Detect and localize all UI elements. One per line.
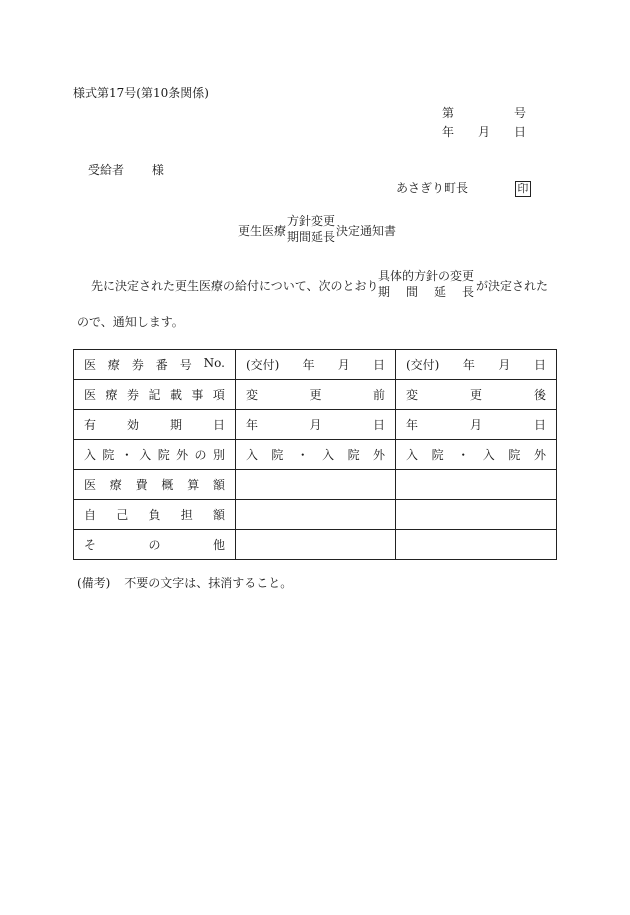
cell-glyph: 効 [126,418,139,432]
cell-text [84,476,225,493]
cell-glyph: 外 [176,448,189,462]
cell-text [246,416,385,433]
cell-glyph: 日 [372,358,385,372]
after-cell [396,380,557,410]
before-cell [236,410,396,440]
table-row [74,350,557,380]
cell-glyph: 券 [126,388,139,402]
form-number: 様式第17号(第10条関係) [73,86,209,100]
issuer-name: あさぎり町長 [396,181,469,195]
cell-glyph: 己 [116,508,129,522]
cell-glyph: 入 [246,448,259,462]
before-cell [236,530,396,560]
body-option-top: 具体的方針の変更 [378,269,475,283]
before-cell [236,440,396,470]
cell-glyph: 療 [109,478,122,492]
table-row [74,410,557,440]
after-cell [396,470,557,500]
cell-glyph: 入 [84,448,97,462]
cell-glyph: (交付) [246,358,280,372]
cell-glyph: 入 [322,448,335,462]
issuer-line [396,179,531,197]
cell-glyph: 変 [246,388,259,402]
after-cell [396,350,557,380]
cell-glyph: 日 [533,358,546,372]
body-option-bottom: 期 間 延 長 [378,285,474,299]
cell-glyph: 有 [84,418,97,432]
cell-glyph: 日 [372,418,385,432]
cell-text [246,446,385,463]
cell-glyph: 療 [107,358,120,372]
cell-text [84,506,225,523]
cell-glyph: 外 [372,448,385,462]
body-lead: 先に決定された更生医療の給付について、次のとおり [91,279,379,293]
seal-mark: 印 [515,181,531,197]
cell-glyph: 額 [212,478,225,492]
body-line2: ので、通知します。 [77,315,184,329]
row-label-cell [74,410,236,440]
table-row [74,530,557,560]
cell-text [84,416,225,433]
number-prefix: 第 [442,106,455,120]
body-tail: が決定された [476,279,549,293]
cell-glyph: 医 [84,358,97,372]
cell-glyph: 前 [372,388,385,402]
cell-glyph: 年 [406,418,419,432]
title-option-bottom: 期間延長 [287,230,336,244]
cell-glyph: 入 [139,448,152,462]
cell-glyph: 番 [155,358,168,372]
cell-text [406,446,546,463]
date-year: 年 [442,125,455,139]
cell-glyph: 医 [84,388,97,402]
cell-glyph: 費 [135,478,148,492]
cell-glyph: 月 [469,418,482,432]
after-cell [396,410,557,440]
cell-glyph: ・ [457,448,470,462]
cell-glyph: 期 [169,418,182,432]
cell-glyph: 他 [212,538,225,552]
cell-glyph: 院 [157,448,170,462]
row-label-cell [74,530,236,560]
cell-glyph: 自 [84,508,97,522]
cell-glyph: 後 [533,388,546,402]
cell-glyph: 年 [246,418,259,432]
cell-glyph: (交付) [406,358,440,372]
recipient-label: 受給者 [88,163,125,177]
cell-glyph: の [194,448,207,462]
after-cell [396,440,557,470]
cell-glyph: 券 [131,358,144,372]
cell-glyph: ・ [296,448,309,462]
details-table [73,349,557,560]
date-line [442,123,526,140]
cell-text [84,356,225,373]
cell-glyph: ・ [120,448,133,462]
cell-glyph: 更 [469,388,482,402]
body-options [378,268,474,300]
cell-glyph: 年 [462,358,475,372]
table-row [74,380,557,410]
before-cell [236,350,396,380]
cell-glyph: 更 [309,388,322,402]
cell-glyph: 医 [84,478,97,492]
cell-glyph: 額 [212,508,225,522]
after-cell [396,530,557,560]
row-label-cell [74,380,236,410]
cell-glyph: 入 [482,448,495,462]
after-cell [396,500,557,530]
cell-glyph: 変 [406,388,419,402]
cell-glyph: 月 [498,358,511,372]
remarks-text: 不要の文字は、抹消すること。 [124,576,293,590]
title-options [287,213,335,245]
document-number-line [442,104,526,121]
cell-glyph: 担 [180,508,193,522]
cell-glyph: 別 [212,448,225,462]
title-suffix: 決定通知書 [336,224,397,238]
cell-glyph: 事 [191,388,204,402]
table-row [74,470,557,500]
cell-glyph: 負 [148,508,161,522]
remarks-label: (備考) [77,576,111,590]
cell-glyph: 載 [169,388,182,402]
cell-glyph: 年 [302,358,315,372]
recipient-line [88,161,164,178]
cell-glyph: そ [84,538,97,552]
table-row [74,440,557,470]
cell-glyph: 院 [102,448,115,462]
cell-text [246,386,385,403]
cell-text [406,356,546,373]
date-month: 月 [477,125,490,139]
cell-glyph: 院 [431,448,444,462]
cell-glyph: 概 [161,478,174,492]
row-label-cell [74,500,236,530]
remarks [77,574,292,591]
before-cell [236,380,396,410]
row-label-cell [74,440,236,470]
cell-glyph: 日 [533,418,546,432]
before-cell [236,470,396,500]
before-cell [236,500,396,530]
title-prefix: 更生医療 [238,224,287,238]
cell-glyph: 療 [105,388,118,402]
cell-glyph: 入 [406,448,419,462]
cell-glyph: 号 [179,358,192,372]
cell-glyph: 日 [212,418,225,432]
row-label-cell [74,470,236,500]
cell-text [406,416,546,433]
cell-glyph: 項 [212,388,225,402]
row-label-cell [74,350,236,380]
recipient-honorific: 様 [151,163,164,177]
cell-glyph: 月 [337,358,350,372]
date-day: 日 [513,125,526,139]
title-option-top: 方針変更 [287,214,336,228]
cell-glyph: の [148,538,161,552]
cell-text [246,356,385,373]
cell-glyph: 算 [187,478,200,492]
number-suffix: 号 [513,106,526,120]
cell-text [406,386,546,403]
cell-glyph: 院 [347,448,360,462]
table-row [74,500,557,530]
cell-glyph: No. [203,356,225,370]
cell-text [84,446,225,463]
cell-glyph: 院 [508,448,521,462]
cell-text [84,386,225,403]
cell-glyph: 院 [271,448,284,462]
cell-glyph: 記 [148,388,161,402]
cell-text [84,536,225,553]
cell-glyph: 外 [533,448,546,462]
cell-glyph: 月 [309,418,322,432]
